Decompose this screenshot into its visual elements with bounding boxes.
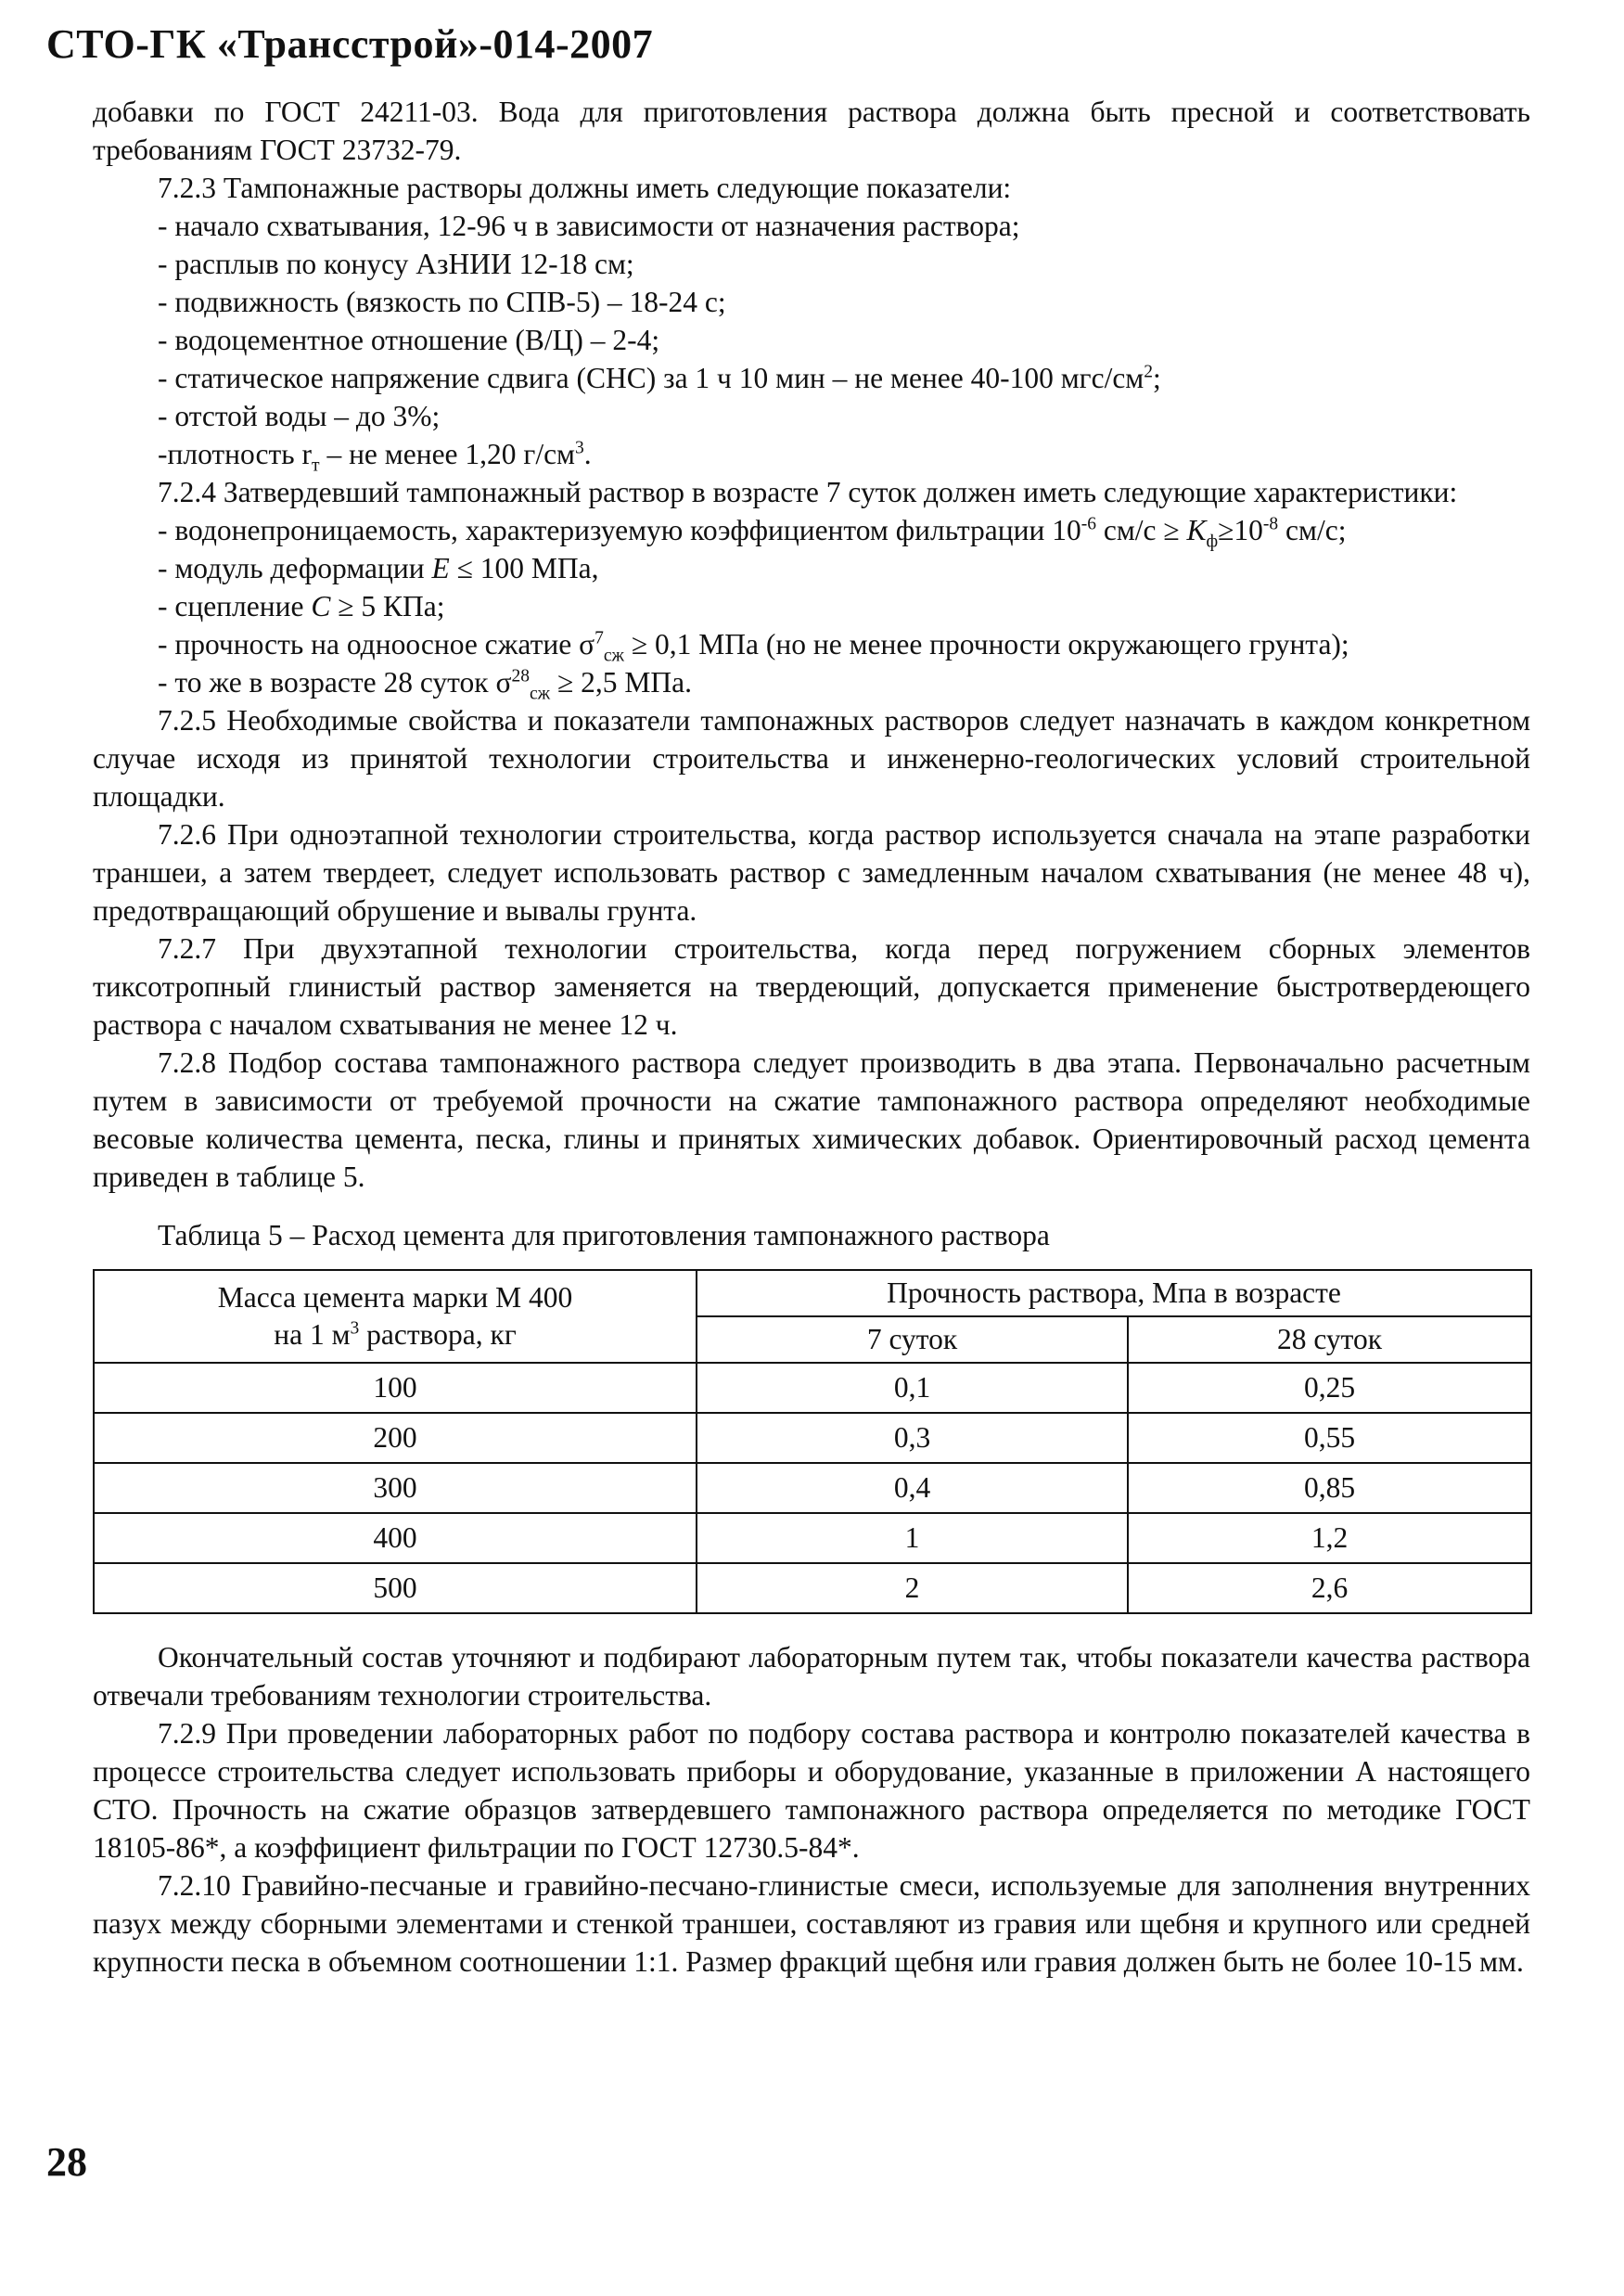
- paragraph-7-2-3: 7.2.3 Тампонажные растворы должны иметь следующие показатели:: [158, 172, 1012, 204]
- table-cell: 0,1: [697, 1363, 1128, 1413]
- paragraph-7-2-5: 7.2.5 Необходимые свойства и показатели тампонажных растворов следует назначать в каждом конкретном случае исходя из принятой технологии строительства и инженерно-геологических условий строительной площадки.: [93, 704, 1530, 813]
- cement-consumption-table: [93, 1269, 1532, 1614]
- list-item-setting-start: - начало схватывания, 12-96 ч в зависимости от назначения раствора;: [158, 210, 1020, 242]
- table-cell: 1: [697, 1513, 1128, 1563]
- list-item-mobility: - подвижность (вязкость по СПВ-5) – 18-24 с;: [158, 286, 726, 318]
- table-row: [94, 1513, 1531, 1563]
- table-cell: 2,6: [1128, 1563, 1531, 1613]
- paragraph-7-2-4: 7.2.4 Затвердевший тампонажный раствор в возрасте 7 суток должен иметь следующие характеристики:: [158, 476, 1458, 508]
- paragraph-7-2-9: 7.2.9 При проведении лабораторных работ по подбору состава раствора и контролю показателей качества в процессе строительства следует использовать приборы и оборудование, указанные в приложении А настоящего СТО. Прочность на сжатие образцов затвердевшего тампонажного раствора определяется по методике ГОСТ 18105-86*, а коэффициент фильтрации по ГОСТ 12730.5-84*.: [93, 1717, 1530, 1864]
- page-number: 28: [46, 2139, 87, 2185]
- table-row: [94, 1363, 1531, 1413]
- paragraph-7-2-6: 7.2.6 При одноэтапной технологии строительства, когда раствор используется сначала на этапе разработки траншеи, а затем твердеет, следует использовать раствор с замедленным началом схватывания (не менее 48 ч), предотвращающий обрушение и вывалы грунта.: [93, 818, 1530, 927]
- table-cell: 0,25: [1128, 1363, 1531, 1413]
- table-5-block: [93, 1216, 1530, 1614]
- paragraph-additives: добавки по ГОСТ 24211-03. Вода для приготовления раствора должна быть пресной и соответствовать требованиям ГОСТ 23732-79.: [93, 96, 1530, 166]
- table-cell: 0,55: [1128, 1413, 1531, 1463]
- list-item-strength-7-days: - прочность на одноосное сжатие $\sigma^7_{сж} \ge 0,1$ МПа (но не менее прочности окружающего грунта);: [158, 628, 1349, 666]
- paragraph-7-2-7: 7.2.7 При двухэтапной технологии строительства, когда перед погружением сборных элементов тиксотропный глинистый раствор заменяется на твердеющий, допускается применение быстротвердеющего раствора с началом схватывания не менее 12 ч.: [93, 932, 1530, 1041]
- paragraph-final-composition: Окончательный состав уточняют и подбирают лабораторным путем так, чтобы показатели качества раствора отвечали требованиям технологии строительства.: [93, 1641, 1530, 1712]
- document-header: СТО-ГК «Трансстрой»-014-2007: [46, 21, 654, 67]
- table-cell: 0,4: [697, 1463, 1128, 1513]
- table-cell: 500: [94, 1563, 697, 1613]
- header-7-days: 7 суток: [697, 1316, 1128, 1363]
- list-item-cone-spread: - расплыв по конусу АзНИИ 12-18 см;: [158, 248, 634, 280]
- list-item-cohesion: - сцепление C ≥ 5 КПа;: [158, 590, 445, 622]
- list-item-water-cement-ratio: - водоцементное отношение (В/Ц) – 2-4;: [158, 324, 660, 356]
- header-strength-group: Прочность раствора, Мпа в возрасте: [697, 1270, 1531, 1316]
- table-cell: 0,85: [1128, 1463, 1531, 1513]
- list-item-strength-28-days: - то же в возрасте 28 суток $\sigma^{28}_{сж} \ge 2,5$ МПа.: [158, 666, 693, 704]
- list-item-shear-stress: - статическое напряжение сдвига (СНС) за 1 ч 10 мин – не менее 40-100 мгс/$см^2$;: [158, 362, 1161, 394]
- table-cell: 2: [697, 1563, 1128, 1613]
- list-item-permeability: - водонепроницаемость, характеризуемую коэффициентом фильтрации $10^{-6}$ $см/с \ge К_ф\ge 10^{-8}$ см/с;: [158, 514, 1347, 552]
- table-cell: 200: [94, 1413, 697, 1463]
- table-row: [94, 1413, 1531, 1463]
- table-cell: 300: [94, 1463, 697, 1513]
- paragraph-7-2-10: 7.2.10 Гравийно-песчаные и гравийно-песчано-глинистые смеси, используемые для заполнения внутренних пазух между сборными элементами и стенкой траншеи, составляют из гравия или щебня и крупного или средней крупности песка в объемном соотношении 1:1. Размер фракций щебня или гравия должен быть не более 10-15 мм.: [93, 1869, 1530, 1978]
- document-body: [93, 93, 1530, 1981]
- table-caption: Таблица 5 – Расход цемента для приготовления тампонажного раствора: [158, 1219, 1050, 1251]
- list-item-density: -плотность $r_т$ – не менее 1,20 $г/см^3$.: [158, 438, 592, 476]
- paragraph-7-2-8: 7.2.8 Подбор состава тампонажного раствора следует производить в два этапа. Первоначально расчетным путем в зависимости от требуемой прочности на сжатие тампонажного раствора определяют необходимые весовые количества цемента, песка, глины и принятых химических добавок. Ориентировочный расход цемента приведен в таблице 5.: [93, 1046, 1530, 1193]
- table-row: [94, 1563, 1531, 1613]
- header-28-days: 28 суток: [1128, 1316, 1531, 1363]
- list-item-water-settling: - отстой воды – до 3%;: [158, 400, 441, 432]
- table-cell: 400: [94, 1513, 697, 1563]
- table-cell: 1,2: [1128, 1513, 1531, 1563]
- list-item-deformation-modulus: - модуль деформации E ≤ 100 МПа,: [158, 552, 599, 584]
- header-cement-mass: Масса цемента марки М 400 на 1 $м^3$ раствора, кг: [94, 1270, 697, 1363]
- table-cell: 100: [94, 1363, 697, 1413]
- table-row: [94, 1463, 1531, 1513]
- table-cell: 0,3: [697, 1413, 1128, 1463]
